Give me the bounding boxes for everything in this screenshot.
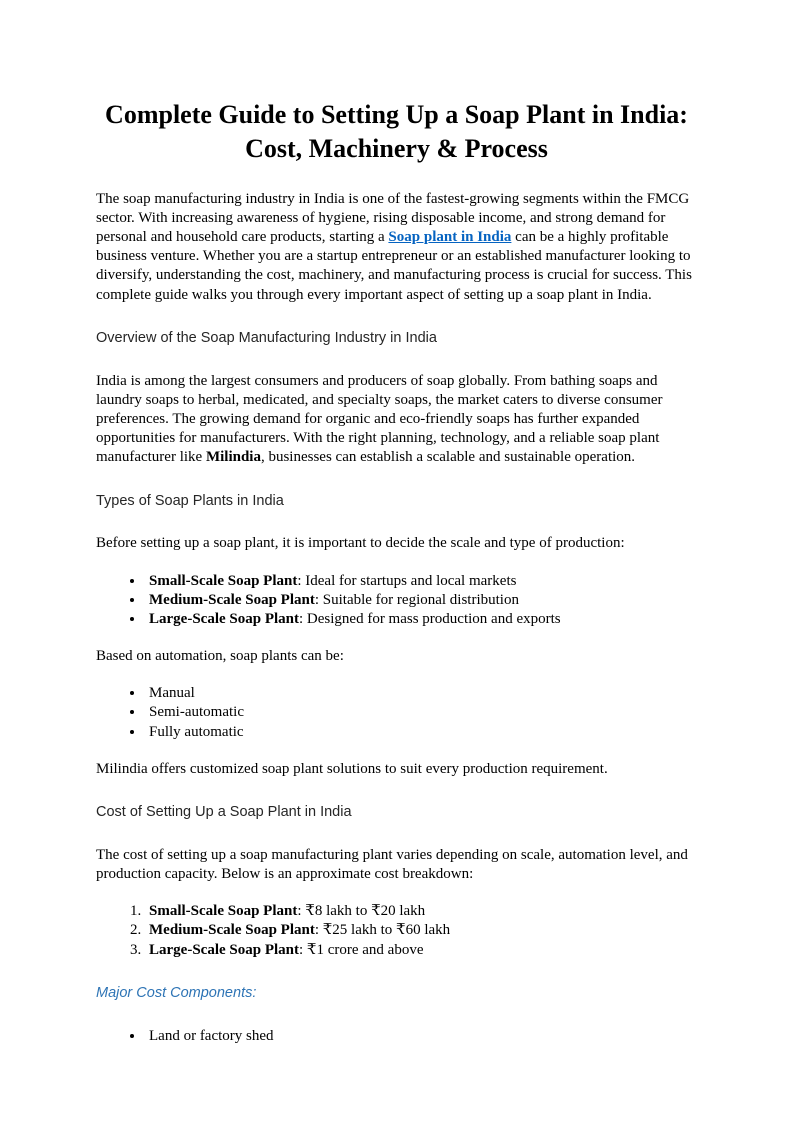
automation-intro-paragraph: Based on automation, soap plants can be: bbox=[96, 648, 344, 665]
list-item bbox=[145, 921, 697, 940]
heading-overview: Overview of the Soap Manufacturing Industry in India bbox=[96, 329, 437, 346]
list-item: • Land or factory shed bbox=[145, 1027, 697, 1046]
list-item-desc: : ₹1 crore and above bbox=[299, 941, 424, 958]
page-title: Complete Guide to Setting Up a Soap Plant in India: Cost, Machinery & Process bbox=[105, 100, 688, 163]
cost-breakdown-list bbox=[96, 902, 697, 960]
list-item-label: Medium-Scale Soap Plant bbox=[149, 922, 315, 939]
scale-types-list bbox=[96, 572, 697, 630]
heading-cost: Cost of Setting Up a Soap Plant in India bbox=[96, 804, 352, 821]
types-intro-paragraph: Before setting up a soap plant, it is important to decide the scale and type of production: bbox=[96, 535, 625, 552]
list-item-desc: : ₹8 lakh to ₹20 lakh bbox=[297, 903, 426, 920]
overview-text-1: India is among the largest consumers and producers of soap globally. From bathing soaps and laundry soaps to herbal, medicated, and specialty soaps, the market caters to diverse consumer preferences. The growing demand for organic and eco-friendly soaps has further expanded opportunities for manufacturers. With the right planning, technology, and a reliable soap plant manufacturer like bbox=[96, 372, 663, 466]
list-item-label: Medium-Scale Soap Plant bbox=[149, 591, 315, 608]
cost-intro-paragraph: The cost of setting up a soap manufacturing plant varies depending on scale, automation level, and production capacity. Below is an approximate cost breakdown: bbox=[96, 846, 688, 883]
list-item-desc: : Designed for mass production and exports bbox=[299, 610, 561, 627]
overview-paragraph bbox=[96, 372, 697, 468]
heading-major-cost-components: Major Cost Components: bbox=[96, 984, 257, 1001]
cost-components-list bbox=[96, 1027, 697, 1046]
automation-types-list bbox=[96, 684, 697, 742]
list-item-label: Small-Scale Soap Plant bbox=[149, 572, 298, 589]
milindia-note-paragraph: Milindia offers customized soap plant solutions to suit every production requirement. bbox=[96, 760, 608, 777]
list-item-desc: : ₹25 lakh to ₹60 lakh bbox=[314, 922, 451, 939]
list-item-desc: : Ideal for startups and local markets bbox=[297, 572, 517, 589]
list-item: • Fully automatic bbox=[145, 723, 697, 742]
list-item bbox=[145, 572, 697, 591]
list-item-label: Small-Scale Soap Plant bbox=[149, 903, 298, 920]
list-item-desc: : Suitable for regional distribution bbox=[314, 591, 519, 608]
intro-text-2: can be a highly profitable business venture. Whether you are a startup entrepreneur or an established manufacturer looking to diversify, understanding the cost, machinery, and manufacturing process is crucial for success. This complete guide walks you through every important aspect of setting up a soap plant in India. bbox=[96, 228, 692, 303]
list-item bbox=[145, 610, 697, 629]
milindia-brand-bold: Milindia bbox=[205, 449, 261, 466]
list-item-label: Large-Scale Soap Plant bbox=[149, 941, 299, 958]
list-item bbox=[145, 941, 697, 960]
list-item bbox=[145, 902, 697, 921]
overview-text-2: , businesses can establish a scalable and sustainable operation. bbox=[260, 449, 636, 466]
soap-plant-in-india-link[interactable]: Soap plant in India bbox=[388, 228, 512, 245]
list-item: • Semi-automatic bbox=[145, 703, 697, 722]
list-item: • Manual bbox=[145, 684, 697, 703]
intro-text-1: The soap manufacturing industry in India is one of the fastest-growing segments within the FMCG sector. With increasing awareness of hygiene, rising disposable income, and strong demand for personal and household care products, starting a bbox=[96, 190, 690, 245]
intro-paragraph bbox=[96, 190, 697, 305]
list-item-label: Large-Scale Soap Plant bbox=[149, 610, 299, 627]
list-item bbox=[145, 591, 697, 610]
heading-types: Types of Soap Plants in India bbox=[96, 492, 284, 509]
